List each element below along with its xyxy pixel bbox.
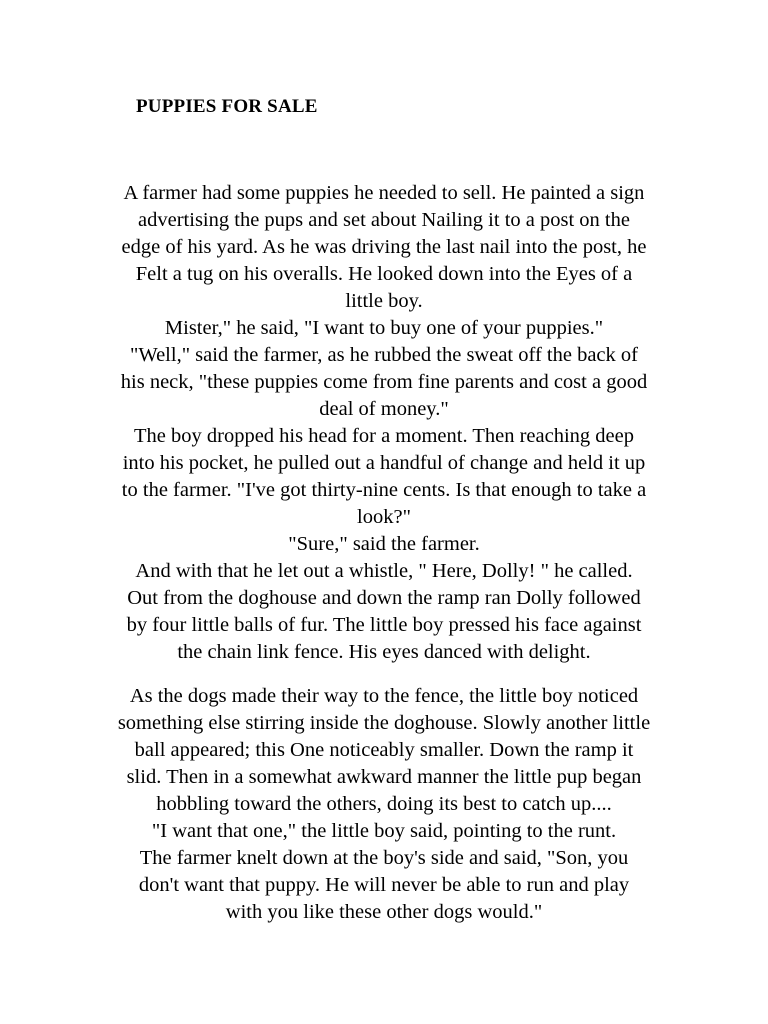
text-line: ball appeared; this One noticeably smaller. Down the ramp it xyxy=(134,739,634,761)
text-line: with you like these other dogs would." xyxy=(225,901,543,923)
text-line: hobbling toward the others, doing its best to catch up.... xyxy=(156,793,612,815)
text-line: The boy dropped his head for a moment. Then reaching deep xyxy=(134,425,634,447)
text-line: edge of his yard. As he was driving the last nail into the post, he xyxy=(121,236,647,258)
text-line: the chain link fence. His eyes danced with delight. xyxy=(177,641,591,663)
text-line: slid. Then in a somewhat awkward manner the little pup began xyxy=(126,766,642,788)
document-title: PUPPIES FOR SALE xyxy=(136,96,318,117)
text-line: deal of money." xyxy=(319,398,449,420)
text-line: into his pocket, he pulled out a handful of change and held it up xyxy=(122,452,646,474)
text-line: to the farmer. "I've got thirty-nine cents. Is that enough to take a xyxy=(121,479,647,501)
text-line: look?" xyxy=(357,506,411,528)
text-line: "Sure," said the farmer. xyxy=(288,533,480,555)
text-line: Mister," he said, "I want to buy one of your puppies." xyxy=(164,317,604,339)
story-paragraph-2 xyxy=(60,683,708,926)
text-line: his neck, "these puppies come from fine parents and cost a good xyxy=(120,371,648,393)
text-line: advertising the pups and set about Nailing it to a post on the xyxy=(138,209,630,231)
text-line: The farmer knelt down at the boy's side and said, "Son, you xyxy=(139,847,629,869)
text-line: As the dogs made their way to the fence, the little boy noticed xyxy=(129,685,639,707)
text-line: Felt a tug on his overalls. He looked down into the Eyes of a xyxy=(135,263,633,285)
text-line: don't want that puppy. He will never be able to run and play xyxy=(138,874,630,896)
story-paragraph-1 xyxy=(60,180,708,666)
text-line: Out from the doghouse and down the ramp ran Dolly followed xyxy=(127,587,641,609)
text-line: And with that he let out a whistle, " Here, Dolly! " he called. xyxy=(135,560,633,582)
text-line: "Well," said the farmer, as he rubbed the sweat off the back of xyxy=(130,344,638,366)
text-line: by four little balls of fur. The little boy pressed his face against xyxy=(126,614,642,636)
text-line: A farmer had some puppies he needed to sell. He painted a sign xyxy=(123,182,645,204)
text-line: little boy. xyxy=(345,290,423,312)
text-line: "I want that one," the little boy said, pointing to the runt. xyxy=(151,820,617,842)
text-line: something else stirring inside the doghouse. Slowly another little xyxy=(117,712,651,734)
